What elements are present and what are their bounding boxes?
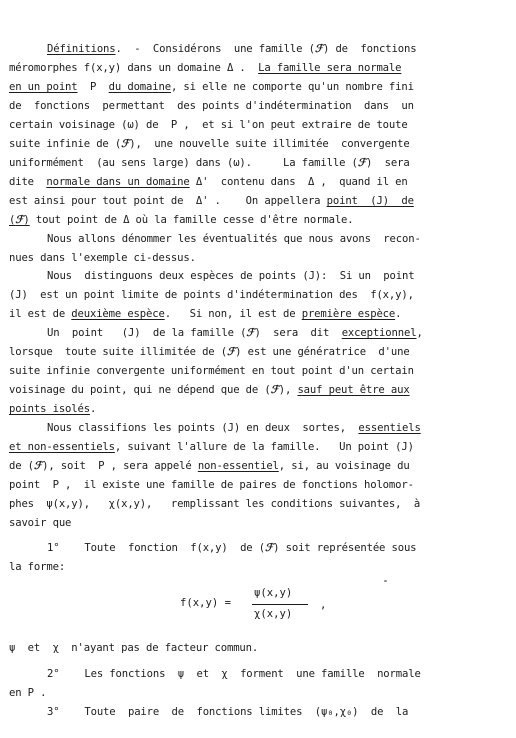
text-run: nues dans l'exemple ci-dessus. [9, 252, 196, 264]
text-line [0, 61, 516, 75]
text-run: en P . [9, 687, 47, 699]
underlined-term: sauf peut être aux [297, 384, 410, 396]
text-line [0, 497, 516, 511]
text-run: ), [278, 384, 298, 396]
text-run: dite [9, 176, 47, 188]
text-line [0, 269, 516, 283]
text-line [0, 175, 516, 189]
text-run: Nous classifions les points (J) en deux sortes, [47, 422, 359, 434]
text-line [0, 560, 516, 574]
text-line [0, 194, 516, 208]
text-line [0, 383, 516, 397]
underlined-term: non-essentiel [197, 460, 279, 472]
text-run: certain voisinage (ω) de P , et si l'on peut extraire de toute [9, 119, 408, 131]
text-run: . Si non, il est de [164, 308, 302, 320]
underlined-term: première espèce [301, 308, 396, 320]
text-run: ) sera dit [254, 327, 342, 339]
underlined-term: ) [23, 214, 30, 226]
text-line [0, 80, 516, 94]
text-line [0, 345, 516, 359]
text-run: ), soit P , sera appelé [42, 460, 198, 472]
text-line [0, 232, 516, 246]
text-run: suite infinie convergente uniformément en tout point d'un certain [9, 365, 414, 377]
underlined-term: en un point [9, 81, 78, 93]
text-run: savoir que [9, 517, 72, 529]
text-line [0, 288, 516, 302]
script-f-symbol: ℱ [264, 542, 274, 554]
text-run: de fonctions permettant des points d'indétermination dans un [9, 100, 414, 112]
text-run: 3° Toute paire de fonctions limites (ψ₀,χ₀) de la [47, 706, 409, 718]
underlined-term: et non-essentiels [9, 441, 115, 453]
text-run: suite infinie de ( [9, 138, 122, 150]
text-line [0, 478, 516, 492]
text-run: phes ψ(x,y), χ(x,y), remplissant les conditions suivantes, à [9, 498, 421, 510]
underlined-term: essentiels [358, 422, 421, 434]
text-run: , suivant l'allure de la famille. Un point (J) [114, 441, 414, 453]
text-line [0, 42, 516, 56]
text-line [0, 251, 516, 265]
text-run: ), une nouvelle suite illimitée convergente [129, 138, 410, 150]
text-run: est ainsi pour tout point de Δ' . On appellera [9, 195, 327, 207]
text-run: méromorphes f(x,y) dans un domaine Δ . [9, 62, 259, 74]
text-line [0, 364, 516, 378]
text-run: ) est une génératrice d'une [235, 346, 410, 358]
script-f-symbol: ℱ [246, 327, 255, 339]
text-line [0, 686, 516, 700]
script-f-symbol: ℱ [15, 214, 24, 226]
text-line [0, 641, 516, 655]
text-run: Nous allons dénommer les éventualités que nous avons recon- [47, 233, 421, 245]
text-line [0, 156, 516, 170]
text-run: (J) est un point limite de points d'indétermination des f(x,y), [9, 289, 414, 301]
text-run: lorsque toute suite illimitée de ( [9, 346, 227, 358]
text-run: uniformément (au sens large) dans (ω). La famille ( [9, 157, 358, 169]
text-line [0, 326, 516, 340]
underlined-term: normale dans un domaine [46, 176, 190, 188]
formula-lhs: f(x,y) = [180, 597, 232, 609]
text-run: Nous distinguons deux espèces de points (J): Si un point [47, 270, 415, 282]
text-run: ) de fonctions [323, 43, 417, 55]
text-run: il est de [9, 308, 72, 320]
text-run: la forme: [9, 561, 66, 573]
text-run: ) sera [365, 157, 410, 169]
text-run: 1° Toute fonction f(x,y) de ( [47, 542, 265, 554]
text-run: P [77, 81, 109, 93]
text-line [0, 213, 516, 227]
text-line [0, 137, 516, 151]
script-f-symbol: ℱ [314, 43, 323, 55]
text-line [0, 440, 516, 454]
text-run: tout point de Δ où la famille cesse d'être normale. [29, 214, 354, 226]
text-run: Un point (J) de la famille ( [47, 327, 247, 339]
underlined-term: exceptionnel [341, 327, 417, 339]
script-f-symbol: ℱ [121, 138, 130, 150]
underlined-term: du domaine [108, 81, 171, 93]
script-f-symbol: ℱ [357, 157, 366, 169]
script-f-symbol: ℱ [226, 346, 236, 358]
script-f-symbol: ℱ [270, 384, 279, 396]
text-run: Δ' contenu dans Δ , quand il en [189, 176, 408, 188]
text-line [0, 307, 516, 321]
underlined-term: points isolés [9, 403, 90, 415]
text-line [0, 541, 516, 555]
text-line [0, 459, 516, 473]
text-run: 2° Les fonctions ψ et χ forment une famille normale [47, 668, 421, 680]
text-run: . - Considérons une famille ( [115, 43, 315, 55]
text-run: , si elle ne comporte qu'un nombre fini [170, 81, 414, 93]
text-line [0, 421, 516, 435]
text-line [0, 118, 516, 132]
underlined-term: point (J) de [326, 195, 414, 207]
underlined-term: deuxième espèce [71, 308, 165, 320]
underlined-term: La famille sera normale [258, 62, 402, 74]
text-run: . [89, 403, 97, 415]
underlined-term: Définitions [47, 43, 116, 55]
text-run: ) soit représentée sous [273, 542, 417, 554]
fraction-bar [252, 604, 308, 605]
text-run: voisinage du point, qui ne dépend que de ( [9, 384, 271, 396]
text-run: de ( [9, 460, 34, 472]
underlined-term: ( [9, 214, 16, 226]
formula-denominator: χ(x,y) [254, 608, 293, 620]
text-run: , [416, 327, 423, 339]
formula-numerator: ψ(x,y) [254, 587, 293, 599]
text-run: . [395, 308, 402, 320]
text-run: point P , il existe une famille de paires de fonctions holomor- [9, 479, 414, 491]
speck-mark [384, 580, 387, 582]
text-line [0, 402, 516, 416]
text-run: , si, au voisinage du [278, 460, 410, 472]
formula-block [180, 587, 400, 627]
script-f-symbol: ℱ [33, 460, 43, 472]
text-line [0, 705, 516, 719]
text-line [0, 516, 516, 530]
text-line [0, 667, 516, 681]
formula-trail: , [320, 599, 327, 611]
text-line [0, 99, 516, 113]
text-run: ψ et χ n'ayant pas de facteur commun. [9, 642, 259, 654]
